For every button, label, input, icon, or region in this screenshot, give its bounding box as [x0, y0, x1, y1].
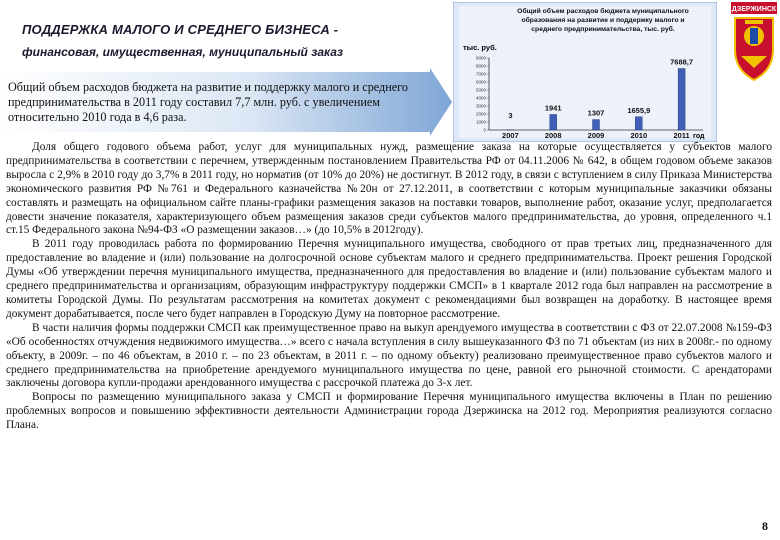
x-tick-label: 2009 [587, 131, 605, 140]
page-title: ПОДДЕРЖКА МАЛОГО И СРЕДНЕГО БИЗНЕСА - [22, 22, 339, 37]
paragraph-plan: Вопросы по размещению муниципального заказа у СМСП и формирование Перечня муниципального имущества включены в План по решению проблемных вопросов и повышению эффективности деятельности Администрации города Дзержинска на 2012 год. Мероприятия реализуются согласно Плана. [6, 391, 772, 432]
chart-title [517, 7, 689, 33]
chart-svg [453, 2, 717, 142]
page-number: 8 [762, 519, 768, 533]
y-tick-label: 0 [483, 127, 486, 133]
y-tick-label: 2000 [475, 111, 486, 117]
chart-title-line: образования на развитие и поддержку малого и [521, 17, 685, 24]
coat-of-arms-icon [731, 2, 777, 82]
page-subtitle: финансовая, имущественная, муниципальный заказ [22, 45, 344, 59]
bar [635, 117, 642, 130]
budget-chart [453, 2, 717, 142]
chart-title-text [517, 7, 689, 33]
bar [678, 68, 685, 130]
bar-value-label: 1655,9 [627, 105, 651, 115]
bar-value-label: 3 [508, 111, 513, 120]
summary-text: Общий объем расходов бюджета на развитие и поддержку малого и среднего предпринимательства в 2011 году составил 7,7 млн. руб. с увеличением относительно 2010 года в 4,6 раза. [8, 80, 408, 124]
y-tick-label: 8000 [475, 63, 486, 69]
city-emblem [731, 2, 777, 82]
body-text [6, 141, 772, 433]
paragraph-buyout-right: В части наличия формы поддержки СМСП как преимущественное право на выкуп арендуемого имущества в соответствии с ФЗ от 22.07.2008 №159-ФЗ «Об особенностях отчуждения недвижимого имущества…» всего с начала вступления в силу вышеуказанного ФЗ по 71 объектам (из них в 2008г.- по одному объекту, в 2009г. – по 46 объектам, в 2010 г. – по 23 объектам, в 2011 г. – по одному объекту) реализовано преимущественное право субъектов малого и среднего предпринимательства на приобретение арендуемого муниципального имущества по цене, равной его рыночной стоимости. С арендаторами заключены договора купли-продажи арендованного имущества с рассрочкой платежа до 3-х лет. [6, 321, 772, 390]
x-tick-label: 2008 [544, 131, 562, 140]
bar [550, 114, 557, 130]
y-tick-label: 9000 [475, 55, 486, 61]
y-tick-label: 7000 [475, 71, 486, 77]
bar-value-label: 1307 [587, 108, 605, 118]
y-axis-label: тыс. руб. [463, 43, 497, 52]
y-tick-label: 4000 [475, 95, 486, 101]
y-tick-label: 5000 [475, 87, 486, 93]
chart-title-line: среднего предпринимательства, тыс. руб. [531, 26, 675, 33]
paragraph-procurement: Доля общего годового объема работ, услуг для муниципальных нужд, размещение заказа на которые осуществляется у субъектов малого предпринимательства в соответствии с перечнем, утвержденным постановлением Правительства РФ от 04.11.2006 № 642, в общем годовом объеме заказов выросла с 2,9% в 2010 году до 3,7% в 2011 году, но норматив (от 10% до 20%) не достигнут. В 2012 году, в связи с вступлением в силу Приказа Министерства экономического развития РФ №761 и Федерального казначейства №20н от 27.12.2011, в соответствии с которым муниципальные заказчики обязаны составлять и размещать на официальном сайте планы-графики размещения заказов на поставки товаров, выполнение работ, оказание услуг, предполагается довести значение показателя, характеризующего объем размещения заказов среди субъектов малого предпринимательства, до уровня, определенного ч.1 ст.15 Федерального закона №94-ФЗ «О размещении заказов…» (до 10,5% в 2012году). [6, 141, 772, 237]
paragraph-property-list: В 2011 году проводилась работа по формированию Перечня муниципального имущества, свободного от прав третьих лиц, предназначенного для предоставление во владение и (или) пользование на долгосрочной основе субъектам малого и среднего предпринимательства. Проект решения Городской Думы «Об утверждении перечня муниципального имущества, предназначенного для предоставления во владение и (или) пользование субъектам малого и среднего предпринимательства и организациям, образующим инфраструктуру поддержки СМСП» в 1 квартале 2012 года был направлен на рассмотрение в комитеты Городской Думы. По результатам рассмотрения на комитетах документ с рекомендациями был возвращен на доработку. В настоящее время документ дорабатывается, после чего будет направлен в Городскую Думу на повторное рассмотрение. [6, 238, 772, 320]
bar-value-label: 1941 [544, 103, 562, 113]
y-tick-label: 3000 [475, 103, 486, 109]
y-tick-label: 1000 [475, 119, 486, 125]
x-tick-label: 2010 [630, 131, 648, 140]
emblem-label: ДЗЕРЖИНСК [731, 6, 777, 13]
x-tick-label: 2007 [502, 131, 519, 140]
x-axis-label: год [693, 133, 705, 140]
bar-value-label: 7688,7 [670, 57, 694, 67]
y-tick-label: 6000 [475, 79, 486, 85]
bar [593, 120, 600, 130]
chart-title-line: Общий объем расходов бюджета муниципального [517, 8, 689, 15]
x-tick-label: 2011 [673, 131, 690, 140]
title-block [22, 22, 442, 59]
